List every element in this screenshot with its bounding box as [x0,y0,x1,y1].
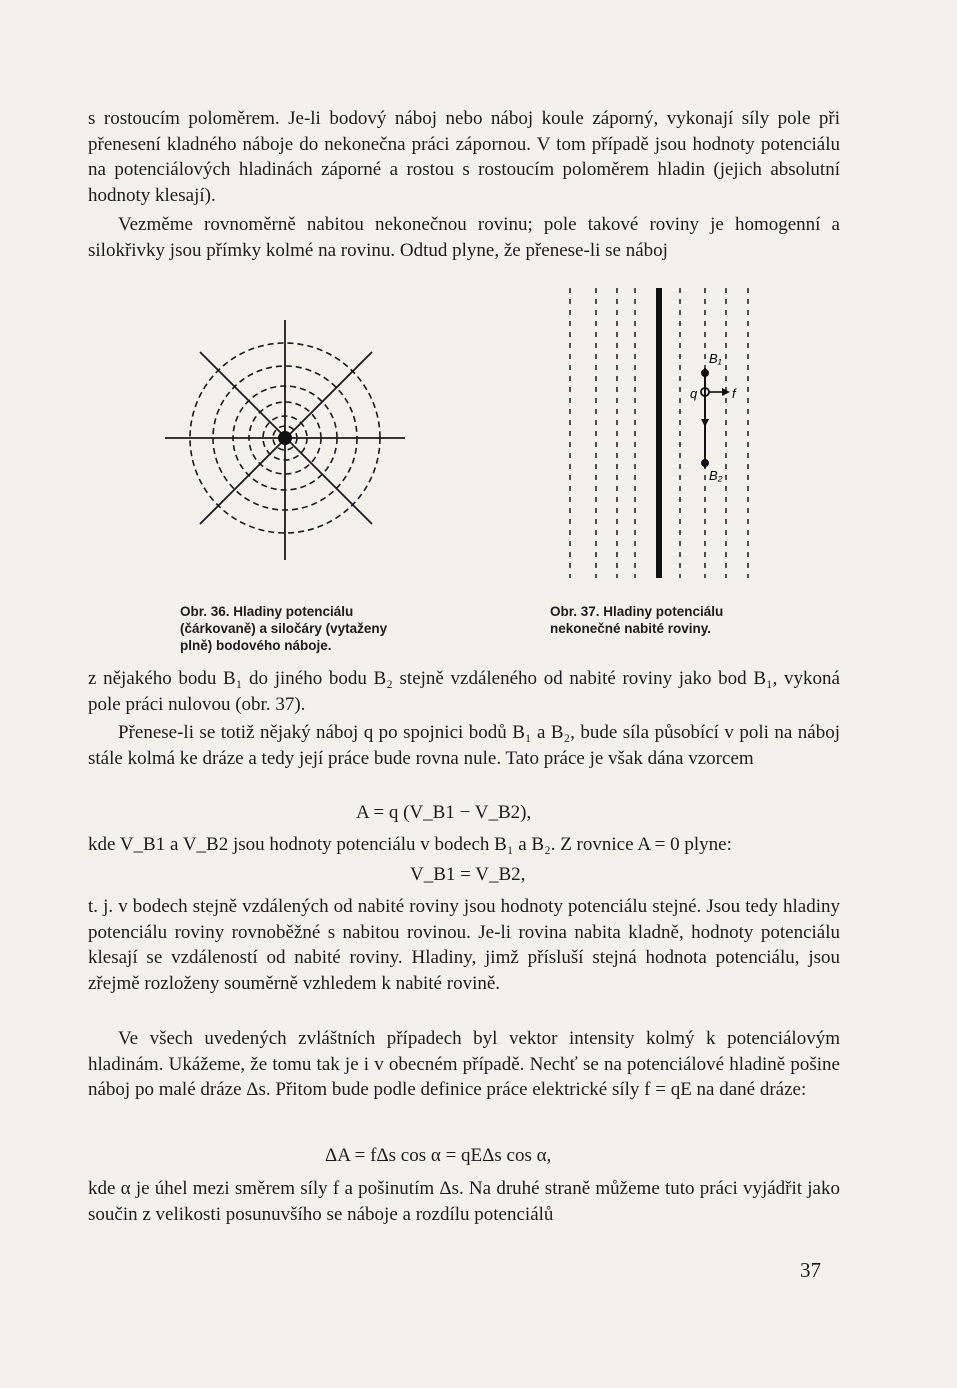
figure-36-point-charge [170,320,410,570]
label-q: q [690,386,698,401]
paragraph-4: Přenese-li se totiž nějaký náboj q po spojnici bodů B₁ a B₂, bude síla působící v poli na náboj stále kolmá ke dráze a tedy její práce bude rovna nule. Tato práce je však dána vzorcem [88,722,840,769]
paragraph-1: s rostoucím poloměrem. Je-li bodový náboj nebo náboj koule záporný, vykonají síly pole při přenesení kladného náboje do nekonečna práci zápornou. V tom případě jsou hodnoty potenciálu na potenciálových hladinách záporné a rostou s rostoucím poloměrem hladin (jejich absolutní hodnoty klesají). [88,108,840,206]
equation-2: V_B1 = V_B2, [410,864,526,885]
paragraph-8: kde α je úhel mezi směrem síly f a pošinutím Δs. Na druhé straně můžeme tuto práci vyjádřit jako součin z velikosti posunuvšího se náboje a rozdílu potenciálů [88,1178,840,1225]
page-number: 37 [800,1258,821,1282]
label-b2: B₂ [709,468,723,483]
label-b1: B₁ [709,351,722,366]
figure-37-caption: Obr. 37. Hladiny potenciálu nekonečné nabité roviny. [550,604,724,636]
paragraph-2: Vezměme rovnoměrně nabitou nekonečnou rovinu; pole takové roviny je homogenní a silokřivky jsou přímky kolmé na rovinu. Odtud plyne, že přenese-li se náboj [88,214,840,261]
paragraph-6: t. j. v bodech stejně vzdálených od nabité roviny jsou hodnoty potenciálu stejné. Jsou tedy hladiny potenciálu roviny rovnoběžné s nabitou rovinou. Je-li rovina nabita kladně, hodnoty potenciálu klesají se vzdáleností od nabité roviny. Hladiny, jimž přísluší stejná hodnota potenciálu, jsou zřejmě rozloženy souměrně vzhledem k nabité rovině. [88,896,840,994]
paragraph-7: Ve všech uvedených zvláštních případech byl vektor intensity kolmý k potenciálovým hladinám. Ukážeme, že tomu tak je i v obecném případě. Nechť se na potenciálové hladině pošine náboj po malé dráze Δs. Přitom bude podle definice práce elektrické síly f = qE na dané dráze: [88,1028,840,1101]
paragraph-3: z nějakého bodu B₁ do jiného bodu B₂ stejně vzdáleného od nabité roviny jako bod B₁, vykoná pole práci nulovou (obr. 37). [88,668,840,715]
figure-37-charged-plane [560,288,760,578]
equation-3: ΔA = fΔs cos α = qEΔs cos α, [325,1145,552,1166]
figure-36-caption: Obr. 36. Hladiny potenciálu (čárkovaně) a siločáry (vytaženy plně) bodového náboje. [180,604,388,653]
equation-1: A = q (V_B1 − V_B2), [356,802,532,823]
label-f: f [732,386,736,401]
paragraph-5: kde V_B1 a V_B2 jsou hodnoty potenciálu v bodech B₁ a B₂. Z rovnice A = 0 plyne: [88,834,732,855]
